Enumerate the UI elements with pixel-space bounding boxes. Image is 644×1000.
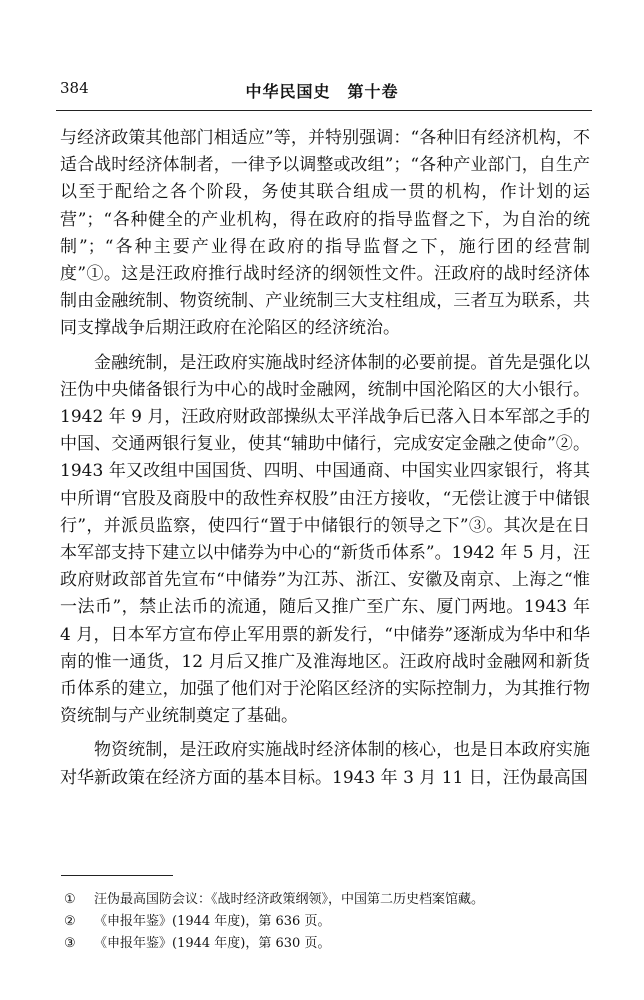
footnote-rule bbox=[61, 875, 173, 876]
paragraph: 金融统制，是汪政府实施战时经济体制的必要前提。首先是强化以汪伪中央储备银行为中心的战时金融网，统制中国沦陷区的大小银行。1942 年 9 月，汪政府财政部操纵太平洋战争后已落入日本军部之手的中国、交通两银行复业，使其“辅助中储行，完成安定金融之使命”②。1943 年又改组中国国货、四明、中国通商、中国实业四家银行，将其中所谓“官股及商股中的敌性弃权股”由汪方接收，“无偿让渡于中储银行”，并派员监察，使四行“置于中储银行的领导之下”③。其次是在日本军部支持下建立以中储券为中心的“新货币体系”。1942 年 5 月，汪政府财政部首先宣布“中储券”为江苏、浙江、安徽及南京、上海之“惟一法币”，禁止法币的流通，随后又推广至广东、厦门两地。1943 年 4 月，日本军方宣布停止军用票的新发行，“中储券”逐渐成为华中和华南的惟一通货，12 月后又推广及淮海地区。汪政府战时金融网和新货币体系的建立，加强了他们对于沦陷区经济的实际控制力，为其推行物资统制与产业统制奠定了基础。 bbox=[60, 352, 590, 727]
footnote-marker: ② bbox=[64, 914, 76, 929]
footnotes bbox=[64, 889, 594, 955]
header-rule bbox=[56, 110, 592, 111]
footnote-text: 汪伪最高国防会议：《战时经济政策纲领》，中国第二历史档案馆藏。 bbox=[94, 892, 485, 907]
footnote-text: 《申报年鉴》(1944 年度)，第 636 页。 bbox=[94, 914, 331, 929]
footnote bbox=[64, 911, 594, 933]
body-text bbox=[60, 125, 590, 792]
running-head-title: 中华民国史 第十卷 bbox=[245, 82, 399, 101]
paragraph: 物资统制，是汪政府实施战时经济体制的核心，也是日本政府实施对华新政策在经济方面的基本目标。1943 年 3 月 11 日，汪伪最高国 bbox=[60, 740, 590, 788]
footnote bbox=[64, 889, 594, 911]
page-number: 384 bbox=[60, 79, 89, 97]
footnote-marker: ① bbox=[64, 892, 76, 907]
footnote-marker: ③ bbox=[64, 936, 76, 951]
footnote bbox=[64, 933, 594, 955]
footnote-text: 《申报年鉴》(1944 年度)，第 630 页。 bbox=[94, 936, 331, 951]
paragraph: 与经济政策其他部门相适应”等，并特别强调：“各种旧有经济机构，不适合战时经济体制者，一律予以调整或改组”；“各种产业部门，自生产以至于配给之各个阶段，务使其联合组成一贯的机构，作计划的运营”；“各种健全的产业机构，得在政府的指导监督之下，为自治的统制”；“各种主要产业得在政府的指导监督之下，施行团的经营制度”①。这是汪政府推行战时经济的纲领性文件。汪政府的战时经济体制由金融统制、物资统制、产业统制三大支柱组成，三者互为联系，共同支撑战争后期汪政府在沦陷区的经济统治。 bbox=[60, 128, 590, 339]
